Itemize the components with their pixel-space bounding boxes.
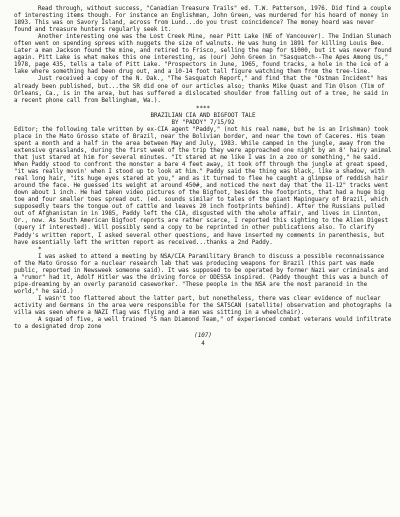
paragraph-editor-note: Editor; the following tale written by ex-CIA agent "Paddy," (not his real name, but he is an Irishman) took place in the Mato Grosso state of Brazil, near the Bolivian border, and near the town of Caceres. His team spent a month and a half in the area between May and July, 1983. While camped in the jungle, away from the extensive grasslands, during the first week of the trip they were approached one night by an 8' hairy animal that just stared at him for several minutes. "It stared at me like I was in a zoo or something," he said. When Paddy stood to confront the monster a bare 4 feet away, it took off through the jungle at great speed, "it was really movin' when I stood up to look at him." Paddy said the thing was black, like a shadow, with real long hair, "its huge eyes stared at you," and as it turned to flee he caught a glimpse of reddish hair around the face. He guessed its weight at around 450#, and noticed the next day that the 11-12" tracks went down about 1 inch. He had taken video pictures of the Bigfoot, besides the footprints, that had a huge big toe and four smaller toes spread out. (ed. sounds similar to tales of the giant Mapinguary of Brazil, which supposedly tears the tongue out of cattle and leaves 20 inch footprints behind). After the Russians pulled out of Afghanistan in in 1985, Paddy left the CIA, disgusted with the whole affair, and lives in Linnton, Or., now. As South American Bigfoot reports are rather scarce, I reported this sighting to the Alien Digest (query if interested). Will possibly send a copy to be reprinted in other publications also. To clarify Paddy's written report, I asked several other questions, and have inserted my comments in parenthesis, but have essentially left the written report as received...thanks a 2nd Paddy.	[14, 126, 392, 246]
folio-number: (107)	[194, 333, 212, 340]
article-byline: BY "PADDY" 7/15/92	[171, 119, 235, 126]
paragraph-lost-creek-mine: Another interesting one was the Lost Creek Mine, near Pitt Lake (NE of Vancouver). The Indian Slumach often went on spending sprees with nuggets the size of walnuts. He was hung in 1891 for killing Louis Bee. Later a man Jackson found the mine, and retired to Frisco, selling the map for $1000, but it was never found again. Pitt Lake is what makes this one interesting, as (our) John Green in "Sasquatch--The Apes Among Us," 1978, page 435, tells a tale of Pitt Lake. "Prospectors in June, 1965, found tracks, a hole in the ice of a lake where something had been drug out, and a 10-14 foot tall figure watching them from the tree-line.	[14, 34, 392, 76]
paragraph-sasquatch-report: Just received a copy of the N. Dak., "The Sasquatch Report," and find that the "Ostman Incident" has already been published, but...the SR did one of our articles also; thanks Mike Quast and Tim Olson (Tim of Orleans, Ca., is in the area, but has suffered a dislocated shoulder from falling out of a tree, he said in a recent phone call from Bellingham, Wa.).	[14, 76, 389, 104]
paragraph-meeting: I was asked to attend a meeting by NSA/CIA Paramilitary Branch to discuss a possible reconnaissance of the Mato Grosso for a nuclear research lab that was producing weapons for Brazil (this part was made public, reported in Newsweek someone said). It was supposed to be operated by former Nazi war criminals and a "rumor" had it, Adolf Hitler was the driving force or ODESSA inspired. (Paddy thought this was a bunch of pipe-dreaming by an overly paranoid caseworker. "These people in the NSA are the most paranoid in the world," he said.)	[14, 253, 389, 295]
paragraph-treasure-trails: Read through, without success, "Canadian Treasure Trails" ed. T.W. Patterson, 1976. Did find a couple of interesting items though. For instance an Englishman, John Green, was murdered for his hoard of money in 1893. This was on Savory Island, across from Lund...do you trust coincidence? The money hoard was never found and treasure hunters regularly seek it.	[14, 6, 392, 34]
page-number: 4	[201, 341, 205, 348]
article-title: BRAZILIAN CIA AND BIGFOOT TALE	[150, 112, 256, 119]
section-divider-stars: ****	[196, 105, 210, 112]
document-page	[14, 6, 392, 348]
paragraph-diamond-team: A squad of five, a well trained "5 man Diamond Team," of experienced combat veterans would infiltrate to a designated drop zone	[14, 317, 392, 331]
paragraph-nuclear-activity: I wasn't too flattered about the latter part, but nonetheless, there was clear evidence of nuclear activity and Germans in the area were responsible for the SATSCAN (satellite) observation and photographs (a villa was seen where a NAZI flag was flying and a man was sitting in a wheelchair).	[14, 295, 392, 317]
section-marker: *	[38, 246, 42, 253]
